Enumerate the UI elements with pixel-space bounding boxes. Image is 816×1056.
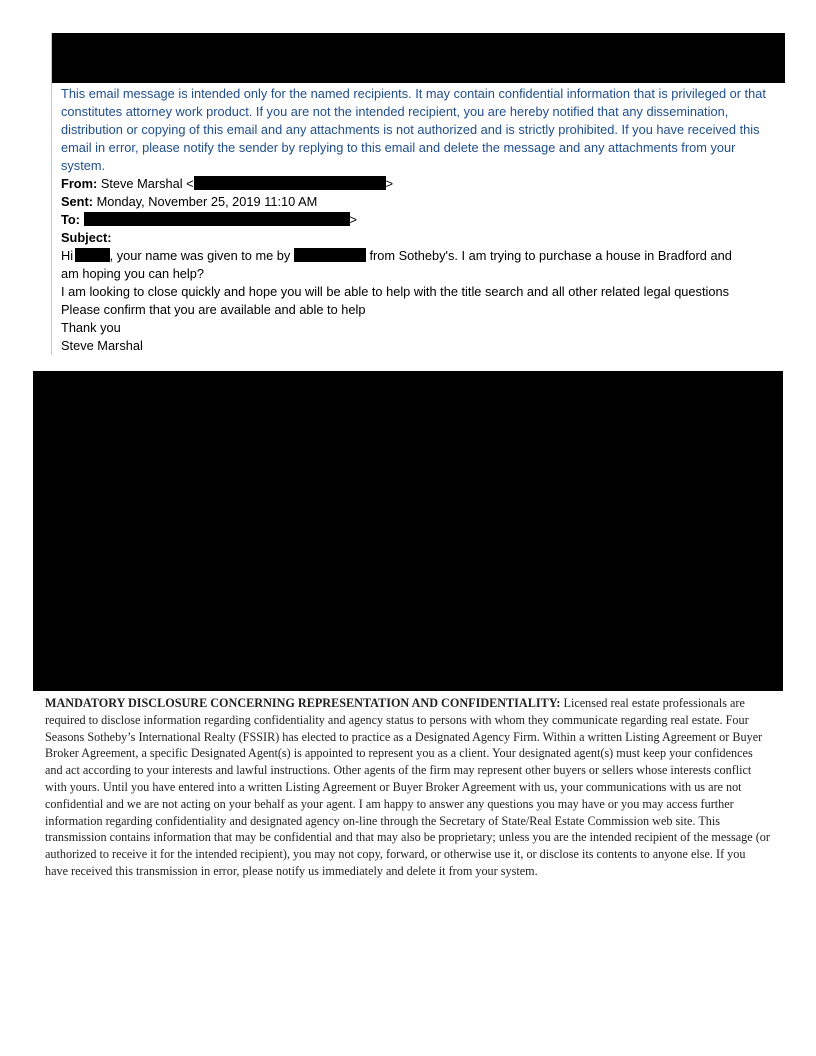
body-line-1b: from Sotheby's. I am trying to purchase a house in Bradford and	[369, 248, 732, 263]
redaction-from-email	[194, 176, 386, 190]
body-line-2: am hoping you can help?	[61, 266, 205, 281]
body-line-1	[61, 247, 773, 265]
email-message	[61, 85, 773, 355]
redaction-recipient-name	[75, 248, 110, 262]
subject-label: Subject:	[61, 230, 112, 245]
sent-line	[61, 193, 773, 211]
body-line-4: Please confirm that you are available and able to help	[61, 302, 366, 317]
body-line-3: I am looking to close quickly and hope you will be able to help with the title search and all other related legal questions	[61, 284, 729, 299]
body-line-1a: , your name was given to me by	[109, 248, 291, 263]
from-close: >	[385, 176, 394, 191]
redaction-referrer-name	[294, 248, 366, 262]
disclosure-text: Licensed real estate professionals are required to disclose information regarding confidentiality and agency status to persons with whom they communicate regarding real estate. Four Seasons Sotheby’s International Realty (FSSIR) has elected to practice as a Designated Agency Firm. Within a written Listing Agreement or Buyer Broker Agreement, a specific Designated Agent(s) is appointed to represent you as a client. Your designated agent(s) must keep your confidences and act according to your interests and lawful instructions. Other agents of the firm may represent other buyers or sellers whose interests conflict with yours. Until you have entered into a written Listing Agreement or Buyer Broker Agreement with us, your communications with us are not confidential and we are not acting on your behalf as your agent. I am happy to answer any questions you may have or you may access further information regarding confidentiality and designated agency on-line through the Secretary of State/Real Estate Commission web site. This transmission contains information that may be confidential and that may also be proprietary; unless you are the intended recipient of the message (or authorized to receive it for the intended recipient), you may not copy, forward, or otherwise use it, or disclose its contents to anyone else. If you have received this transmission in error, please notify us immediately and delete it from your system.	[45, 696, 770, 878]
subject-line	[61, 229, 773, 247]
confidentiality-notice: This email message is intended only for the named recipients. It may contain confidential information that is privileged or that constitutes attorney work product. If you are not the intended recipient, you are hereby notified that any dissemination, distribution or copying of this email and any attachments is not authorized and is strictly prohibited. If you have received this email in error, please notify the sender by replying to this email and delete the message and any attachments from your system.	[61, 86, 766, 173]
to-label: To:	[61, 212, 80, 227]
to-close: >	[349, 212, 357, 227]
redaction-to-recipient	[84, 212, 350, 226]
disclosure-heading: MANDATORY DISCLOSURE CONCERNING REPRESENTATION AND CONFIDENTIALITY:	[45, 696, 561, 710]
redaction-block-top	[52, 33, 785, 83]
sent-value: Monday, November 25, 2019 11:10 AM	[96, 194, 318, 209]
sent-label: Sent:	[61, 194, 93, 209]
from-line	[61, 175, 773, 193]
mandatory-disclosure	[45, 695, 771, 880]
from-label: From:	[61, 176, 98, 191]
greeting: Hi	[61, 248, 74, 263]
body-line-5: Thank you	[61, 320, 121, 335]
from-name: Steve Marshal <	[100, 176, 194, 191]
to-line	[61, 211, 773, 229]
redaction-block-signature	[33, 371, 783, 691]
signature: Steve Marshal	[61, 338, 143, 353]
